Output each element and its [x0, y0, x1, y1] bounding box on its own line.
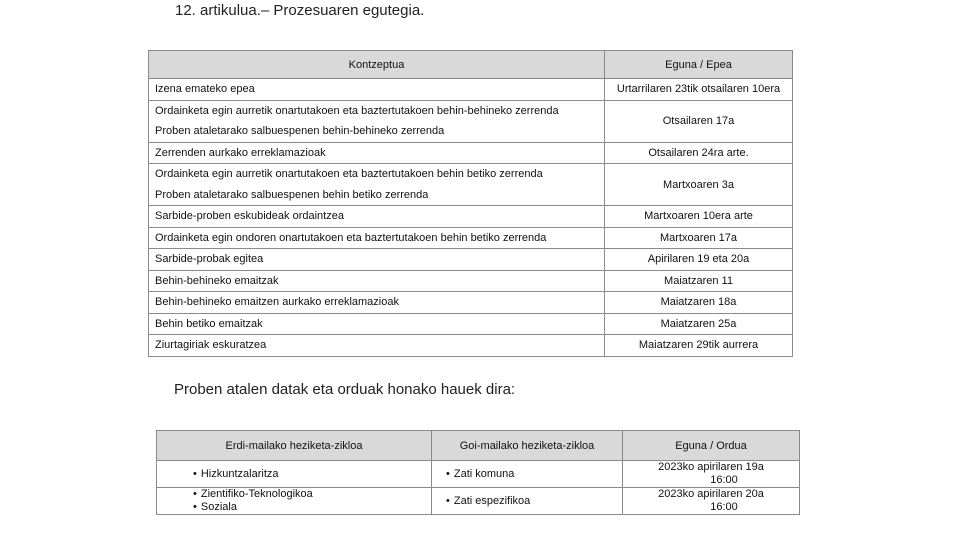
concept-text: Behin-behineko emaitzen aurkako erreklamazioak	[155, 296, 399, 308]
header-date: Eguna / Epea	[605, 51, 793, 79]
higher-cycle-cell	[432, 461, 623, 488]
table-row	[149, 164, 793, 206]
middle-cycle-cell	[157, 461, 432, 488]
concept-cell	[149, 292, 605, 314]
header-day-time: Eguna / Ordua	[623, 431, 800, 461]
concept-cell	[149, 313, 605, 335]
table-row	[149, 335, 793, 357]
exam-time: 16:00	[710, 474, 738, 486]
date-cell: Maiatzaren 29tik aurrera	[605, 335, 793, 357]
exam-date: 2023ko apirilaren 19a	[658, 461, 764, 473]
list-item	[446, 495, 616, 508]
concept-cell	[149, 79, 605, 101]
table-row	[149, 227, 793, 249]
concept-text: Proben ataletarako salbuespenen behin-behineko zerrenda	[155, 125, 445, 137]
parts-table	[156, 430, 800, 515]
table-row	[157, 488, 800, 515]
higher-cycle-cell	[432, 488, 623, 515]
concept-cell	[149, 227, 605, 249]
concept-text: Behin-behineko emaitzak	[155, 274, 279, 287]
calendar-table	[148, 50, 793, 357]
higher-cycle-text: Zati espezifikoa	[453, 494, 531, 507]
day-time-cell	[623, 488, 800, 515]
bullet-icon: •	[446, 467, 450, 480]
exam-date: 2023ko apirilaren 20a	[658, 488, 764, 500]
higher-cycle-text: Zati komuna	[453, 467, 515, 480]
concept-cell	[149, 100, 605, 142]
concept-text: Behin betiko emaitzak	[155, 317, 263, 330]
header-concept: Kontzeptua	[149, 51, 605, 79]
concept-text: Sarbide-probak egitea	[155, 253, 264, 265]
parts-body	[157, 461, 800, 515]
bullet-icon: •	[193, 488, 197, 500]
list-item	[446, 468, 616, 481]
list-item	[193, 501, 425, 514]
concept-cell	[149, 142, 605, 164]
table-row	[149, 142, 793, 164]
list-item	[193, 468, 425, 481]
table-row	[149, 100, 793, 142]
date-cell: Martxoaren 3a	[605, 164, 793, 206]
parts-header-row	[157, 431, 800, 461]
day-time-cell	[623, 461, 800, 488]
header-middle-cycle: Erdi-mailako heziketa-zikloa	[157, 431, 432, 461]
date-cell: Apirilaren 19 eta 20a	[605, 249, 793, 271]
table-row	[149, 313, 793, 335]
concept-text: Izena emateko epea	[155, 83, 255, 95]
list-item	[193, 488, 425, 501]
date-cell: Martxoaren 17a	[605, 227, 793, 249]
concept-text: Sarbide-proben eskubideak ordaintzea	[155, 210, 344, 222]
date-cell: Maiatzaren 18a	[605, 292, 793, 314]
concept-text: Ordainketa egin aurretik onartutakoen eta baztertutakoen behin betiko zerrenda	[155, 168, 543, 180]
middle-cycle-text: Zientifiko-Teknologikoa	[200, 488, 313, 500]
date-cell: Martxoaren 10era arte	[605, 206, 793, 228]
concept-cell	[149, 164, 605, 206]
date-cell: Urtarrilaren 23tik otsailaren 10era	[605, 79, 793, 101]
concept-cell	[149, 335, 605, 357]
middle-cycle-text: Soziala	[200, 501, 237, 513]
bullet-icon: •	[193, 501, 197, 513]
date-cell: Maiatzaren 25a	[605, 313, 793, 335]
concept-text: Zerrenden aurkako erreklamazioak	[155, 146, 326, 159]
table-row	[149, 292, 793, 314]
parts-intro: Proben atalen datak eta orduak honako hauek dira:	[174, 381, 516, 398]
date-cell: Otsailaren 17a	[605, 100, 793, 142]
article-heading: 12. artikulua.– Prozesuaren egutegia.	[175, 2, 425, 19]
bullet-icon: •	[446, 494, 450, 507]
middle-cycle-text: Hizkuntzalaritza	[200, 467, 279, 480]
table-row	[149, 79, 793, 101]
middle-cycle-cell	[157, 488, 432, 515]
calendar-header-row	[149, 51, 793, 79]
concept-cell	[149, 249, 605, 271]
exam-time: 16:00	[710, 501, 738, 513]
concept-cell	[149, 270, 605, 292]
date-cell: Otsailaren 24ra arte.	[605, 142, 793, 164]
concept-text: Ordainketa egin aurretik onartutakoen eta baztertutakoen behin-behineko zerrenda	[155, 104, 559, 117]
concept-text: Ziurtagiriak eskuratzea	[155, 339, 267, 351]
bullet-icon: •	[193, 467, 197, 480]
table-row	[149, 270, 793, 292]
table-row	[149, 249, 793, 271]
concept-cell	[149, 206, 605, 228]
header-higher-cycle: Goi-mailako heziketa-zikloa	[432, 431, 623, 461]
table-row	[157, 461, 800, 488]
date-cell: Maiatzaren 11	[605, 270, 793, 292]
calendar-body	[149, 79, 793, 357]
concept-text: Ordainketa egin ondoren onartutakoen eta baztertutakoen behin betiko zerrenda	[155, 231, 547, 244]
table-row	[149, 206, 793, 228]
concept-text: Proben ataletarako salbuespenen behin betiko zerrenda	[155, 188, 429, 201]
